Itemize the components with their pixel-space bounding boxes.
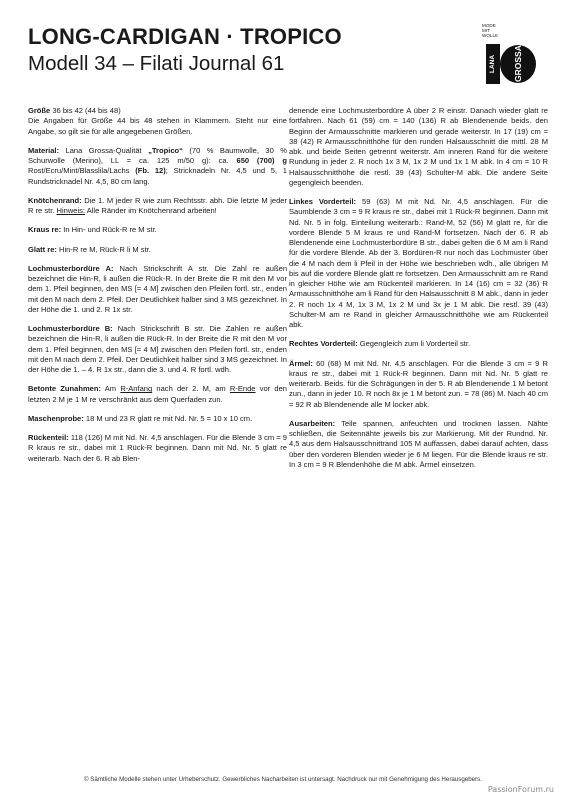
logo-grossa: GROSSA [500, 45, 536, 83]
copyright-notice: © Sämtliche Modelle stehen unter Urheberschutz. Gewerbliches Nacharbeiten ist untersagt. Nachdruck nur mit Genehmigung des Herausgebers. [83, 776, 482, 783]
section-maschenprobe: Maschenprobe: 18 M und 23 R glatt re mit Nd. Nr. 5 = 10 x 10 cm. [28, 413, 253, 423]
section-lochmuster-a: Lochmusterbordüre A: Nach Strickschrift A str. Die Zahl re außen bezeichnet die Hin-R, li außen die Rück-R. In der Breite die R mit den M vor dem 1. Pfeil beginnen, den MS [= 4 M] zwischen den Pfeilen fortl. str., enden mit den M nach dem 2. Pfeil. Der Deutlichkeit halber sind 3 MS gezeichnet. In der Höhe die 1. und 2. R 1x str. [28, 263, 288, 314]
section-rueckenteil-continued: denende eine Lochmusterbordüre A über 2 R einstr. Danach wieder glatt re fortfahren. Nach 61 (59) cm = 140 (136) R ab Blendenende beids. den Beginn der Armausschnitte markieren und gerade weiterstr. In 17 (19) cm = 38 (42) R Armausschnitthöhe für den runden Halsausschnitt die mittl. 28 M abk. und beide Seiten getrennt weiterstr. Am inneren Rand für die weitere Rundung in jeder 2. R noch 1x 3 M, 1x 2 M und 1x 1 M abk. In 4 cm = 10 R Halsausschnitthöhe die restl. 39 (43) Schulter-M abk. Die andere Seite gegengleich beenden. [289, 106, 548, 187]
section-glatt-re: Glatt re: Hin-R re M, Rück-R li M str. [28, 244, 151, 254]
section-rechtes-vorderteil: Rechtes Vorderteil: Gegengleich zum li Vorderteil str. [289, 339, 471, 349]
watermark: PassionForum.ru [487, 785, 554, 794]
section-linkes-vorderteil: Linkes Vorderteil: 59 (63) M mit Nd. Nr. 4,5 anschlagen. Für die Saumblende 3 cm = 9 R kraus re str., dabei mit 1 Rück-R beginnen. Dann mit Nd. Nr. 5 in folg. Einteilung weiterarb.: Rand-M, 52 (56) M glatt re, für die vordere Blende 5 M kraus re und Rand-M fortsetzen. Nach der 6. R ab Blendenende eine Lochmusterbordüre B str., dabei gelten die 6 M am li Rand für die vordere Blende. Ab der 3. Bordüren-R nur noch das Lochmuster über die 4 M nach dem li Pfeil in der Höhe wie beschrieben wdh., alle übrigen M bis auf die vordere Blende glatt re fortsetzen. Den Armausschnitt am re Rand in gleicher Höhe wie am Rückenteil markieren. In 14 (16) cm = 32 (36) R Armausschnitthöhe am li Rand für den Halsausschnitt 8 M abk., dann in jeder 2. R noch 1x 4 M, 1x 3 M, 1x 2 M und 3x je 1 M abk. Die restl. 39 (43) Schulter-M am re Rand in gleicher Armausschnitthöhe wie am Rückenteil abk. [289, 197, 548, 329]
logo-tagline: MODE MIT WOLLE [482, 23, 499, 38]
section-groesse: Größe 36 bis 42 (44 bis 48) Die Angaben für Größe 44 bis 48 stehen in Klammern. Steht nur eine Angabe, so gilt sie für alle angegebenen Größen. [28, 106, 287, 136]
brand-logo [482, 23, 536, 85]
section-ausarbeiten: Ausarbeiten: Teile spannen, anfeuchten und trocknen lassen. Nähte schließen, die Seitennähte jeweils bis zur Markierung. Mit der Rundnd. Nr. 4,5 aus dem Halsausschnittrand 105 M auffassen, dabei darauf achten, dass über den vorderen Blenden wieder je 6 M liegen. Für die Blende kraus re str. In 3 cm = 9 R Blendenhöhe die M abk. Ärmel einsetzen. [289, 418, 548, 469]
section-lochmuster-b: Lochmusterbordüre B: Nach Strickschrift B str. Die Zahlen re außen bezeichnen die Hin-R, li außen die Rück-R. In der Breite die R mit den M vor dem 1. Pfeil beginnen, den MS [= 4 M] zwischen den Pfeilen fortl. str., enden mit den M nach dem 2. Pfeil. Der Deutlichkeit halber sind 3 MS gezeichnet. In der Höhe die 1. – 4. R 1x str., dann die 3. und 4. R fortl. wdh. [28, 324, 287, 374]
section-aermel: Ärmel: 60 (68) M mit Nd. Nr. 4,5 anschlagen. Für die Blende 3 cm = 9 R kraus re str., dabei mit 1 Rück-R beginnen. Dann mit Nd. Nr. 5 glatt re weiterarb. Beids. für die Schrägungen in der 5. R ab Blendenende 1 M betont zun., dann in jeder 10. R noch 8x je 1 M betont zun. = 78 (86) M. Nach 40 cm = 92 R ab Blendenende alle M locker abk. [289, 358, 548, 409]
page-title: LONG-CARDIGAN · TROPICO [28, 24, 342, 49]
logo-lana: LANA [486, 44, 500, 84]
section-knoetchenrand: Knötchenrand: Die 1. M jeder R wie zum Rechtsstr. abh. Die letzte M jeder R re str. Hinweis: Alle Ränder im Knötchenrand arbeiten! [28, 195, 287, 215]
section-kraus-re: Kraus re: In Hin- und Rück-R re M str. [28, 225, 157, 235]
section-material: Material: Lana Grossa-Qualität „Tropico“ (70 % Baumwolle, 30 % Schurwolle (Merino), LL = ca. 125 m/50 g): ca. 650 (700) g Rost/Ecru/Mint/Blasslila/Lachs (Fb. 12); Stricknadeln Nr. 4,5 und 5, 1 Rundstricknadel Nr. 4,5, 80 cm lang. [28, 145, 287, 186]
page-subtitle: Modell 34 – Filati Journal 61 [28, 52, 285, 75]
instructions-right-column [289, 106, 548, 479]
section-rueckenteil: Rückenteil: 118 (126) M mit Nd. Nr. 4,5 anschlagen. Für die Blende 3 cm = 9 R kraus re str., dabei mit 1 Rück-R beginnen. Dann mit Nd. Nr. 5 glatt re weiterarb. Nach der 6. R ab Blen- [28, 433, 287, 463]
instructions-left-column [28, 106, 287, 473]
section-betonte-zunahmen: Betonte Zunahmen: Am R-Anfang nach der 2. M, am R-Ende vor den letzten 2 M je 1 M re verschränkt aus dem Querfaden zun. [28, 384, 287, 404]
